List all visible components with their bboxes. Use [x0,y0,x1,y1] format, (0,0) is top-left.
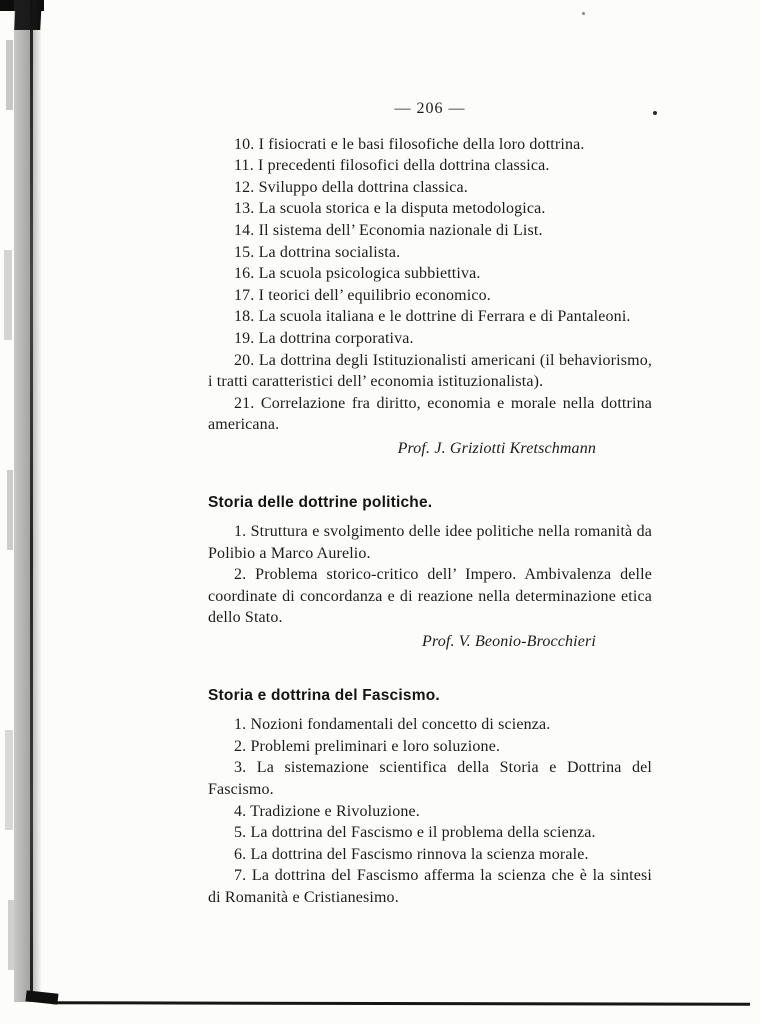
scan-artifact-speck [653,111,657,115]
list-item: 16. La scuola psicologica subbiettiva. [234,265,481,283]
professor-signature: Prof. V. Beonio-Brocchieri [422,633,596,651]
course-section-fascismo [208,685,652,909]
professor-signature: Prof. J. Griziotti Kretschmann [397,439,596,457]
page-number: — 206 — [394,100,466,117]
list-item: 14. Il sistema dell’ Economia nazionale di List. [234,221,543,239]
list-item: 3. La sistemazione scientifica della Storia e Dottrina del Fascismo. [208,759,652,799]
list-item: 7. La dottrina del Fascismo afferma la scienza che è la sintesi di Romanità e Cristianesimo. [208,867,652,906]
list-item: 18. La scuola italiana e le dottrine di Ferrara e di Pantaleoni. [234,308,631,326]
list-item: 10. I fisiocrati e le basi filosofiche della loro dottrina. [234,135,585,153]
list-item: 13. La scuola storica e la disputa metodologica. [234,200,546,218]
list-item: 15. La dottrina socialista. [234,243,401,261]
scan-artifact-streak [6,40,13,110]
list-item: 1. Struttura e svolgimento delle idee politiche nella romanità da Polibio a Marco Aurelio. [208,523,652,562]
scan-artifact-streak [4,250,12,340]
scan-artifact-streak [5,730,13,830]
scan-artifact-streak [7,470,13,550]
list-item: 19. La dottrina corporativa. [234,329,414,347]
scan-artifact-speck [582,12,585,15]
list-item: 20. La dottrina degli Istituzionalisti americani (il behaviorismo, i tratti caratteristici dell’ economia istituzionalista). [208,351,652,391]
scan-artifact-corner-blob [0,0,44,11]
section-heading: Storia e dottrina del Fascismo. [208,686,440,704]
section-heading: Storia delle dottrine politiche. [208,493,433,511]
list-item: 5. La dottrina del Fascismo e il problema della scienza. [234,824,596,842]
scan-artifact-streak [8,900,14,970]
list-item: 2. Problema storico-critico dell’ Impero. Ambivalenza delle coordinate di concordanza e di reazione nella determinazione etica dello Stato. [208,566,652,627]
page-text-block [208,98,652,909]
course-section-economia [208,134,652,460]
list-item: 11. I precedenti filosofici della dottrina classica. [234,157,550,175]
list-item: 17. I teorici dell’ equilibrio economico. [234,286,491,304]
list-item: 2. Problemi preliminari e loro soluzione. [234,737,501,755]
scan-artifact-binding-shadow [14,0,42,1002]
scan-artifact-page-edge-bottom [52,1001,750,1005]
scan-artifact-page-edge-corner [26,990,59,1004]
list-item: 1. Nozioni fondamentali del concetto di scienza. [234,716,551,734]
list-item: 6. La dottrina del Fascismo rinnova la scienza morale. [234,845,589,863]
scan-artifact-binding-line [30,0,33,998]
list-item: 4. Tradizione e Rivoluzione. [234,802,420,820]
scan-artifact-corner-blob [14,0,42,30]
course-section-dottrine-politiche [208,492,652,653]
list-item: 12. Sviluppo della dottrina classica. [234,178,468,196]
list-item: 21. Correlazione fra diritto, economia e morale nella dottrina americana. [208,394,652,434]
